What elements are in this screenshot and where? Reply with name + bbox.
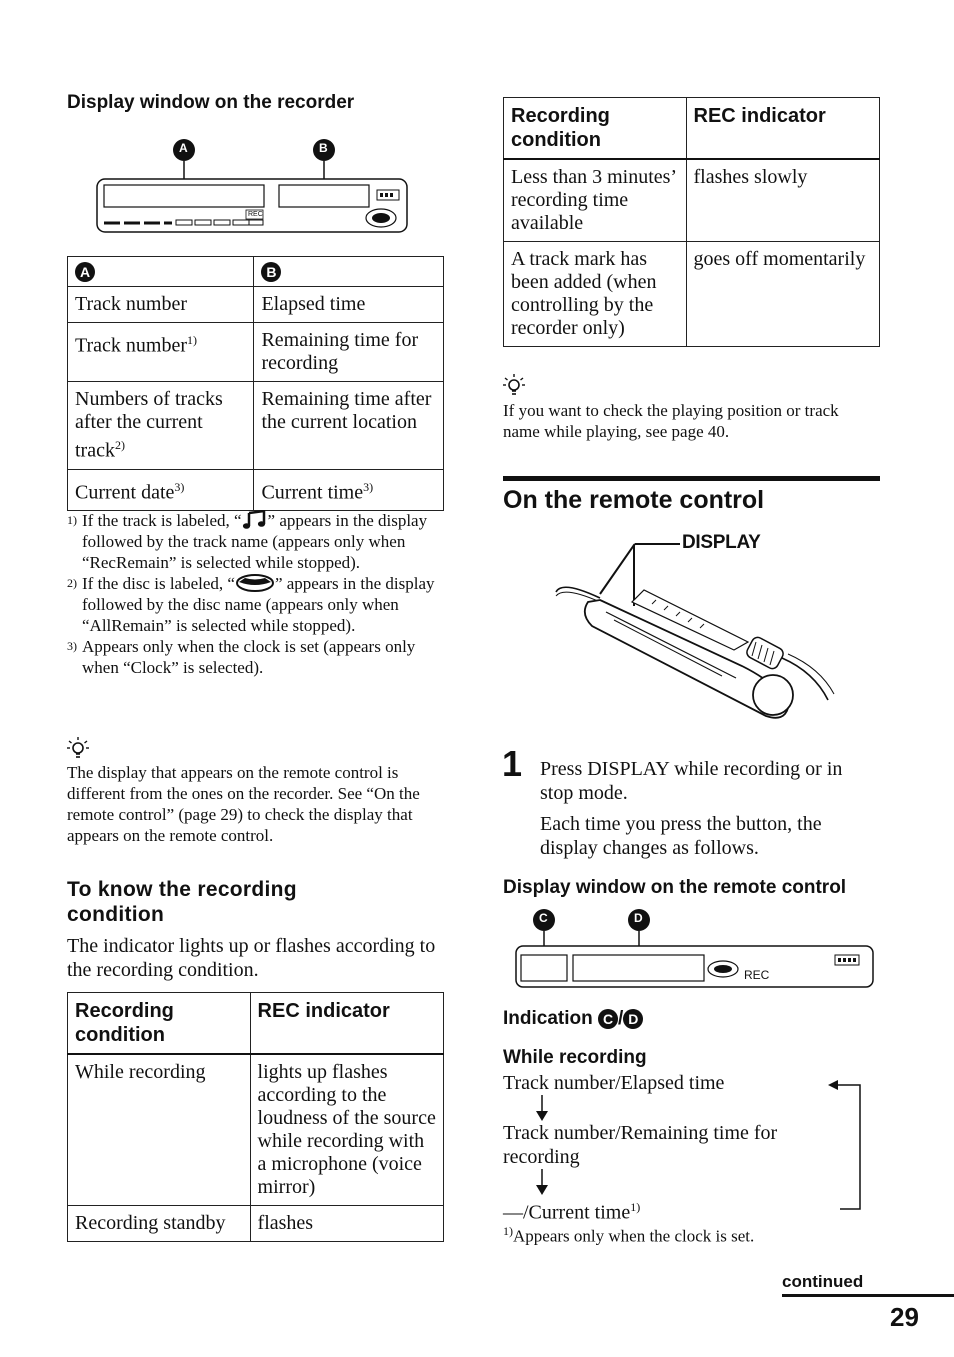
footnote xyxy=(503,1221,873,1247)
tip-text: The display that appears on the remote control is different from the ones on the recorder. See “On the remote control” (page 29) to check the display that appears on the remote control. xyxy=(67,763,420,845)
marker-b: B xyxy=(261,262,281,282)
table-cell: lights up flashes according to the loudness of the source while recording with a microphone (voice mirror) xyxy=(250,1054,443,1206)
remote-display-diagram xyxy=(515,907,875,991)
marker-a-label: A xyxy=(179,141,188,155)
table-cell: A track mark has been added (when controlling by the recorder only) xyxy=(504,242,687,347)
table-cell: flashes slowly xyxy=(686,159,879,242)
recording-condition-table-continued xyxy=(503,97,880,347)
footnote-ref: 3) xyxy=(363,479,374,494)
cell-text: Current date xyxy=(75,481,175,504)
footnote-2 xyxy=(67,573,439,636)
step-instruction: Press DISPLAY while recording or in stop mode. xyxy=(540,758,843,804)
table-row xyxy=(68,469,444,511)
table-cell-with-note xyxy=(68,382,254,470)
footnote-ref: 1) xyxy=(630,1200,641,1214)
footnote-ref: 2) xyxy=(114,438,125,452)
footnote-3 xyxy=(67,636,439,678)
table-cell: Less than 3 minutes’ recording time available xyxy=(504,159,687,242)
table-cell-with-note xyxy=(68,469,254,511)
footnote-ref: 3) xyxy=(174,479,185,494)
display-sequence-step-2: Track number/Remaining time for recording xyxy=(503,1122,778,1168)
footnote-ref: 1) xyxy=(187,333,198,347)
table-row xyxy=(504,242,880,347)
cell-text: Numbers of tracks after the current track xyxy=(75,388,223,462)
section-rule xyxy=(503,476,880,481)
remote-display-heading: Display window on the remote control xyxy=(503,877,847,898)
hint-lightbulb-icon xyxy=(66,735,90,763)
table-cell: Elapsed time xyxy=(254,287,444,323)
step-number: 1 xyxy=(502,743,523,784)
table-row xyxy=(68,1206,444,1242)
column-header: REC indicator xyxy=(250,993,443,1055)
table-row xyxy=(68,323,444,382)
sequence-text: —/Current time xyxy=(503,1201,631,1224)
down-arrow-icon xyxy=(530,1169,554,1197)
table-header-b xyxy=(254,257,444,287)
while-recording-heading: While recording xyxy=(503,1047,647,1068)
loop-back-arrow-icon xyxy=(826,1076,866,1216)
display-items-table xyxy=(67,256,444,511)
cell-text: Track number xyxy=(75,334,188,357)
column-header: Recording condition xyxy=(504,98,687,160)
footnote-text: Appears only when the clock is set. xyxy=(513,1226,755,1246)
footnote-1 xyxy=(67,510,439,573)
cell-text: Current time xyxy=(261,481,364,504)
footnote-text: If the disc is labeled, “ xyxy=(82,574,235,593)
footnote-num: 1) xyxy=(503,1224,513,1238)
table-cell: Track number xyxy=(68,287,254,323)
table-cell: While recording xyxy=(68,1054,251,1206)
table-row xyxy=(68,287,444,323)
table-cell: Recording standby xyxy=(68,1206,251,1242)
table-row xyxy=(68,382,444,470)
down-arrow-icon xyxy=(530,1095,554,1123)
step-detail: Each time you press the button, the display changes as follows. xyxy=(540,813,822,859)
table-cell: flashes xyxy=(250,1206,443,1242)
continued-label: continued xyxy=(782,1272,864,1291)
column-header: Recording condition xyxy=(68,993,251,1055)
marker-b-label: B xyxy=(319,141,328,155)
section-title: On the remote control xyxy=(503,486,765,514)
indication-separator: / xyxy=(618,1008,624,1029)
rec-label: REC xyxy=(248,211,263,218)
marker-c: C xyxy=(598,1009,618,1029)
table-row xyxy=(504,159,880,242)
footnote-num: 1) xyxy=(67,513,77,527)
indication-heading xyxy=(503,1008,643,1030)
table-header-a xyxy=(68,257,254,287)
table-cell-with-note xyxy=(254,469,444,511)
table-cell-with-note xyxy=(68,323,254,382)
footnote-text: ” appears in the display followed by the disc name (appears only when “AllRemain” is selected while stopped). xyxy=(82,574,435,635)
footnote-text: ” appears in the display followed by the track name (appears only when “RecRemain” is selected while stopped). xyxy=(82,511,428,572)
display-sequence-step-1: Track number/Elapsed time xyxy=(503,1072,725,1094)
page-number: 29 xyxy=(890,1302,919,1332)
footer-rule xyxy=(782,1294,954,1297)
footnote-text: If the track is labeled, “ xyxy=(82,511,242,530)
table-cell: Remaining time after the current location xyxy=(254,382,444,470)
table-row xyxy=(68,1054,444,1206)
recorder-display-diagram xyxy=(96,138,408,236)
marker-d-label: D xyxy=(634,911,643,925)
marker-c-label: C xyxy=(539,911,548,925)
hint-lightbulb-icon xyxy=(502,372,526,400)
recorder-display-heading: Display window on the recorder xyxy=(67,92,355,113)
footnote-num: 3) xyxy=(67,639,77,653)
table-cell: Remaining time for recording xyxy=(254,323,444,382)
remote-control-illustration xyxy=(552,530,842,725)
recording-condition-table xyxy=(67,992,444,1242)
section-heading: To know the recording condition xyxy=(67,878,297,926)
footnote-text: Appears only when the clock is set (appears only when “Clock” is selected). xyxy=(82,637,416,677)
indication-label: Indication xyxy=(503,1008,593,1029)
tip-text: If you want to check the playing position or track name while playing, see page 40. xyxy=(503,401,839,441)
marker-d: D xyxy=(623,1009,643,1029)
display-button-callout: DISPLAY xyxy=(682,532,761,553)
table-footnotes xyxy=(67,510,439,678)
music-note-icon xyxy=(242,510,268,530)
section-intro: The indicator lights up or flashes according to the recording condition. xyxy=(67,935,436,981)
column-header: REC indicator xyxy=(686,98,879,160)
marker-a: A xyxy=(75,262,95,282)
table-cell: goes off momentarily xyxy=(686,242,879,347)
rec-label: REC xyxy=(744,968,770,982)
footnote-num: 2) xyxy=(67,576,77,590)
disc-icon xyxy=(235,573,275,593)
